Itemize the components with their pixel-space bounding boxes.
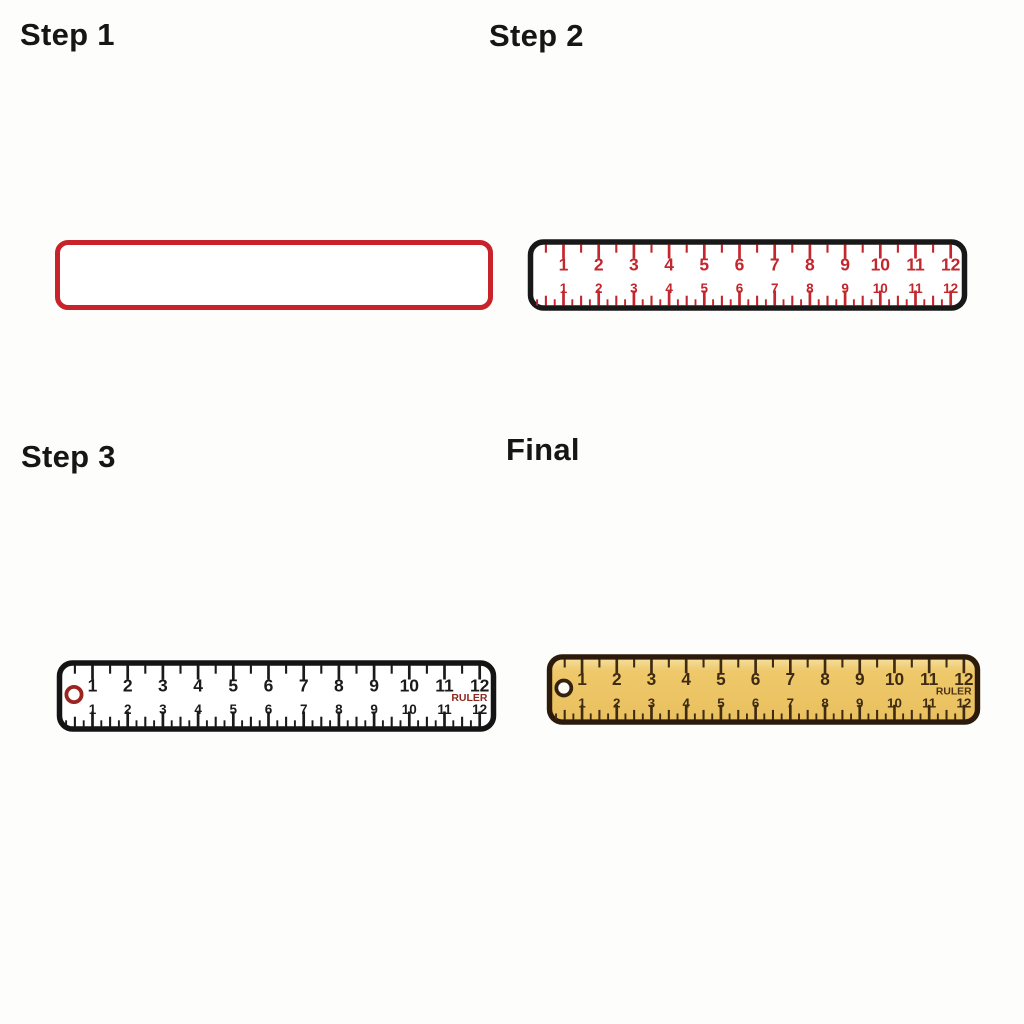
svg-text:9: 9 — [854, 669, 865, 690]
svg-text:12: 12 — [469, 675, 490, 696]
svg-text:8: 8 — [806, 281, 814, 297]
svg-text:1: 1 — [88, 702, 97, 718]
svg-text:11: 11 — [906, 254, 925, 275]
ruler-graphic-step2 — [527, 239, 968, 311]
svg-text:10: 10 — [401, 702, 417, 718]
ruler-body — [531, 242, 965, 308]
svg-text:12: 12 — [472, 702, 488, 718]
svg-text:2: 2 — [611, 669, 622, 690]
svg-text:11: 11 — [908, 281, 923, 297]
svg-text:3: 3 — [159, 702, 167, 718]
svg-text:10: 10 — [870, 254, 891, 275]
svg-text:12: 12 — [954, 669, 974, 690]
svg-text:4: 4 — [681, 669, 691, 690]
svg-text:8: 8 — [820, 669, 830, 690]
ruler-graphic-final — [544, 654, 983, 725]
svg-text:3: 3 — [646, 669, 657, 690]
svg-text:4: 4 — [194, 702, 202, 718]
svg-text:6: 6 — [264, 702, 273, 718]
svg-text:10: 10 — [887, 695, 902, 711]
svg-text:4: 4 — [664, 254, 674, 275]
svg-text:1: 1 — [559, 281, 568, 297]
step3-label: Step 3 — [21, 439, 116, 474]
ruler-graphic-step3 — [56, 660, 497, 732]
svg-text:6: 6 — [750, 669, 761, 690]
svg-text:4: 4 — [665, 281, 673, 297]
svg-text:2: 2 — [123, 702, 132, 718]
blank-ruler-outline — [55, 240, 493, 310]
svg-text:6: 6 — [735, 281, 744, 297]
svg-text:12: 12 — [956, 695, 972, 711]
svg-text:6: 6 — [751, 695, 760, 711]
step2-label: Step 2 — [489, 18, 584, 53]
svg-text:4: 4 — [682, 695, 690, 711]
ruler-body — [550, 657, 978, 722]
svg-text:8: 8 — [335, 702, 343, 718]
svg-text:11: 11 — [437, 702, 452, 718]
svg-text:3: 3 — [158, 675, 168, 696]
svg-text:3: 3 — [647, 695, 656, 711]
svg-text:10: 10 — [884, 669, 905, 690]
svg-text:7: 7 — [785, 669, 796, 690]
svg-text:3: 3 — [629, 254, 639, 275]
svg-text:8: 8 — [334, 675, 344, 696]
hole — [66, 687, 81, 702]
svg-text:9: 9 — [841, 281, 849, 297]
svg-text:5: 5 — [716, 669, 726, 690]
svg-text:7: 7 — [298, 675, 309, 696]
svg-text:7: 7 — [769, 254, 780, 275]
svg-text:9: 9 — [856, 695, 864, 711]
svg-text:2: 2 — [613, 695, 621, 711]
svg-text:2: 2 — [594, 281, 603, 297]
svg-text:3: 3 — [630, 281, 638, 297]
svg-text:1: 1 — [558, 254, 569, 275]
svg-text:12: 12 — [940, 254, 961, 275]
svg-text:6: 6 — [263, 675, 274, 696]
svg-text:6: 6 — [734, 254, 745, 275]
brand-text: RULER — [935, 686, 972, 698]
svg-text:7: 7 — [770, 281, 779, 297]
brand-text: RULER — [451, 692, 488, 704]
svg-text:10: 10 — [399, 675, 420, 696]
step1-label: Step 1 — [20, 17, 115, 52]
final-label: Final — [506, 432, 580, 467]
hole — [556, 681, 571, 696]
svg-text:2: 2 — [593, 254, 604, 275]
svg-text:12: 12 — [943, 281, 959, 297]
svg-text:2: 2 — [122, 675, 133, 696]
svg-text:8: 8 — [805, 254, 815, 275]
svg-text:5: 5 — [700, 281, 709, 297]
svg-text:10: 10 — [872, 281, 888, 297]
svg-text:5: 5 — [228, 675, 239, 696]
svg-text:4: 4 — [193, 675, 203, 696]
svg-text:5: 5 — [229, 702, 238, 718]
svg-text:9: 9 — [370, 702, 378, 718]
ruler-body — [60, 663, 494, 729]
svg-text:7: 7 — [786, 695, 795, 711]
svg-text:9: 9 — [840, 254, 850, 275]
svg-text:11: 11 — [920, 669, 939, 690]
svg-text:11: 11 — [922, 695, 937, 711]
svg-text:8: 8 — [821, 695, 829, 711]
svg-text:1: 1 — [578, 695, 586, 711]
svg-text:11: 11 — [435, 675, 454, 696]
svg-text:5: 5 — [717, 695, 725, 711]
svg-text:1: 1 — [577, 669, 587, 690]
svg-text:7: 7 — [299, 702, 308, 718]
svg-text:5: 5 — [699, 254, 710, 275]
svg-text:9: 9 — [369, 675, 379, 696]
svg-text:1: 1 — [87, 675, 98, 696]
